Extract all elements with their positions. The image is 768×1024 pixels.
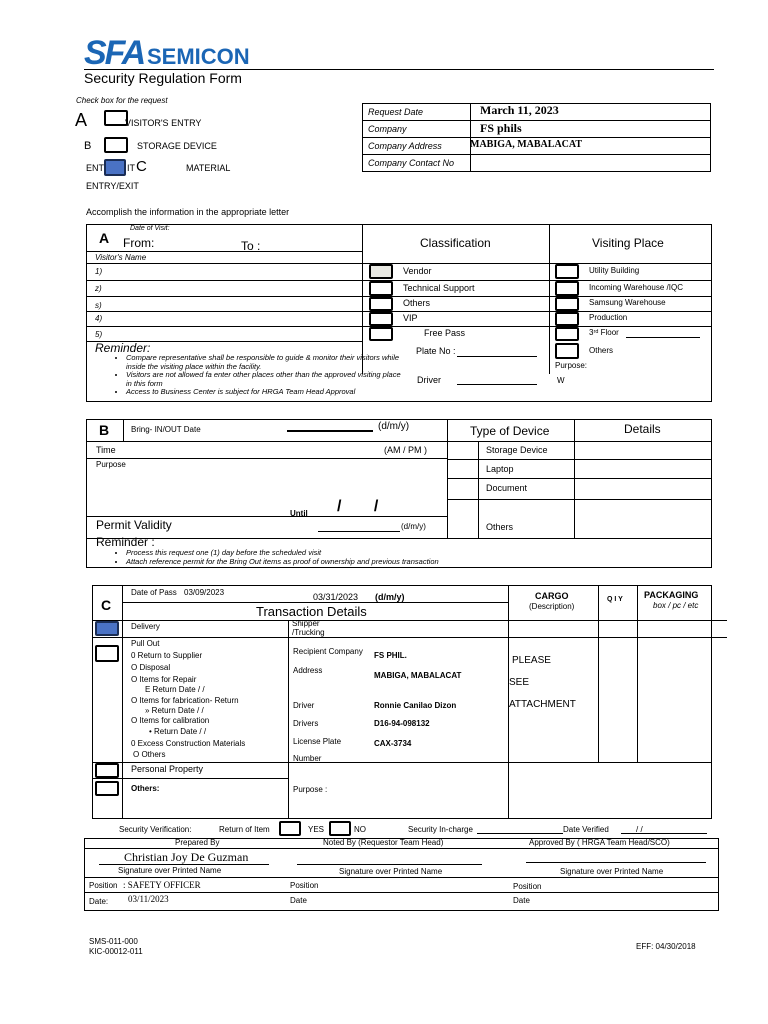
c-line-3 [92, 762, 712, 763]
accomplish-text: Accomplish the information in the appropriate letter [86, 207, 290, 217]
date-of-pass-value: 03/09/2023 [184, 588, 225, 597]
b-line-2b [447, 459, 712, 460]
sig-line-position [84, 877, 719, 878]
company-label: Company [368, 124, 407, 134]
check-instruction: Check box for the request [76, 96, 168, 105]
cargo-line-1: PLEASE [512, 655, 551, 666]
visitor-row-1: 1) [95, 267, 103, 276]
no-label: NO [354, 825, 366, 834]
b-line-1 [86, 441, 712, 442]
purpose-w: W [557, 376, 565, 385]
reminder-b-1: • Process this request one (1) day before the scheduled visit [126, 549, 439, 558]
type-of-device-header: Type of Device [470, 424, 550, 438]
letter-b: B [84, 140, 92, 152]
section-a-divider-1 [362, 224, 363, 374]
qty-header: Q I Y [607, 596, 623, 603]
preparer-name: Christian Joy De Guzman [124, 850, 249, 864]
driver-c-label: Driver [293, 701, 315, 710]
a-line-5 [86, 326, 712, 327]
request-row-line-3 [362, 154, 711, 155]
others-class-checkbox[interactable] [369, 297, 393, 311]
recipient-company-label: Recipient Company [293, 647, 363, 656]
permit-validity-line [318, 531, 400, 532]
a-line-3 [86, 296, 712, 297]
sig-label-3: Signature over Printed Name [560, 867, 664, 876]
details-header: Details [624, 422, 661, 436]
tech-support-checkbox[interactable] [369, 281, 393, 296]
production-checkbox[interactable] [555, 312, 579, 326]
plate-no-label: Plate No : [416, 346, 456, 356]
visitor-row-2: z) [95, 284, 102, 293]
company-value: FS phils [480, 121, 522, 135]
incoming-warehouse-checkbox[interactable] [555, 281, 579, 296]
security-incharge-line [477, 833, 563, 834]
tech-support-label: Technical Support [403, 283, 475, 293]
b-line-4 [447, 499, 712, 500]
shipper-label: Shipper [292, 619, 320, 628]
cargo-line-2: SEE [509, 677, 530, 688]
classification-header: Classification [420, 236, 491, 250]
packaging-header: PACKAGING [644, 590, 699, 600]
yes-label: YES [308, 825, 325, 834]
sig-line-1 [99, 864, 269, 865]
incoming-warehouse-label: Incoming Warehouse /IQC [589, 283, 683, 292]
others-class-label: Others [403, 298, 431, 308]
reminder-b-list [112, 549, 439, 566]
sig-label-1: Signature over Printed Name [118, 866, 222, 875]
reminder-a-2: • Visitors are not allowed fa enter other places other than the approved visiting place in this form [126, 371, 406, 388]
license-plate-value: CAX-3734 [374, 739, 412, 748]
storage-device-checkbox[interactable] [104, 137, 128, 153]
approved-by-label: Approved By ( HRGA Team Head/SCO) [529, 838, 670, 847]
others-device-type: Others [486, 522, 514, 532]
others-c-label: Others: [131, 784, 160, 793]
cargo-header: CARGO [535, 591, 569, 601]
visitor-row-3: s) [95, 301, 102, 310]
recipient-company-value: FS PHIL. [374, 651, 407, 660]
vendor-checkbox[interactable] [369, 264, 393, 279]
b-divider-2 [478, 441, 479, 538]
section-a-divider-2 [549, 224, 550, 374]
sig-line-date [84, 892, 719, 893]
drivers-license-value: D16-94-098132 [374, 719, 430, 728]
sig-line-header [84, 848, 719, 849]
date-verified-line [621, 833, 707, 834]
position-value: : SAFETY OFFICER [123, 880, 201, 890]
third-floor-checkbox[interactable] [555, 327, 579, 341]
date-to-value: 03/31/2023 [313, 592, 359, 602]
driver-label: Driver [417, 375, 441, 385]
permit-dmy: (d/m/y) [401, 522, 426, 531]
samsung-warehouse-checkbox[interactable] [555, 297, 579, 311]
date-of-visit-label: Date of Visit: [130, 225, 170, 232]
vendor-label: Vendor [403, 266, 432, 276]
c-line-0 [122, 602, 508, 603]
free-pass-label: Free Pass [424, 328, 466, 338]
logo-sfa: SFA [84, 34, 145, 72]
pull-item-9: 0 Excess Construction Materials [131, 739, 246, 748]
vip-checkbox[interactable] [369, 312, 393, 326]
section-c-letter: C [101, 597, 112, 613]
am-pm-label: (AM / PM ) [384, 445, 427, 455]
bring-dmy: (d/m/y) [378, 421, 410, 432]
reminder-a-list [112, 354, 406, 397]
security-incharge-label: Security In-charge [408, 825, 473, 834]
third-floor-line [626, 337, 700, 338]
address-label: Address [293, 666, 323, 675]
return-yes-checkbox[interactable] [279, 821, 301, 836]
pull-out-checkbox[interactable] [95, 645, 119, 662]
material-label: MATERIAL [186, 163, 231, 173]
request-row-line-1 [362, 120, 711, 121]
position-label-3: Position [513, 882, 542, 891]
date-verified-slashes: / / [636, 825, 643, 834]
transaction-details-header: Transaction Details [256, 604, 367, 619]
company-address-value: MABIGA, MABALACAT [470, 139, 583, 150]
document-type: Document [486, 483, 528, 493]
b-line-5 [86, 516, 447, 517]
footer-code-2: KIC-00012-011 [89, 947, 143, 956]
trucking-label: /Trucking [292, 628, 325, 637]
entry-prefix: ENT [86, 163, 104, 173]
return-of-item-label: Return of Item [219, 825, 270, 834]
pull-item-10: O Others [133, 750, 166, 759]
prepared-by-label: Prepared By [175, 838, 220, 847]
date-label-2: Date [290, 896, 307, 905]
pull-item-6: » Return Date / / [145, 706, 204, 715]
pull-item-1: 0 Return to Supplier [131, 651, 203, 660]
reminder-a-3: • Access to Business Center is subject for HRGA Team Head Approval [126, 388, 406, 397]
sig-line-3 [526, 862, 706, 863]
sig-line-2 [297, 864, 482, 865]
purpose-b-label: Purpose [96, 460, 126, 469]
delivery-label: Delivery [131, 622, 160, 631]
utility-building-checkbox[interactable] [555, 264, 579, 279]
personal-property-label: Personal Property [131, 764, 204, 774]
production-label: Production [589, 313, 628, 322]
laptop-type: Laptop [486, 464, 514, 474]
license-plate-label: License Plate [293, 737, 342, 746]
packaging-units: box / pc / etc [653, 601, 699, 610]
drivers-label: Drivers [293, 719, 319, 728]
until-slashes: / / [337, 498, 393, 515]
driver-c-value: Ronnie Canilao Dizon [374, 701, 457, 710]
pull-item-7: O Items for calibration [131, 716, 210, 725]
visiting-place-header: Visiting Place [592, 236, 664, 250]
section-b-letter: B [99, 422, 110, 438]
until-label: Until [290, 509, 308, 518]
purpose-c-label: Purpose : [293, 785, 328, 794]
letter-a: A [75, 110, 88, 130]
b-line-2a [86, 458, 447, 459]
c-dmy: (d/m/y) [375, 592, 405, 602]
company-address-label: Company Address [368, 141, 442, 151]
plate-no-line [457, 356, 537, 357]
free-pass-checkbox[interactable] [369, 327, 393, 341]
footer-eff: EFF: 04/30/2018 [636, 942, 696, 951]
request-row-line-2 [362, 137, 711, 138]
sig-label-2: Signature over Printed Name [339, 867, 443, 876]
date-verified-label: Date Verified [563, 825, 609, 834]
return-no-checkbox[interactable] [329, 821, 351, 836]
others-place-checkbox[interactable] [555, 343, 579, 359]
a-line-1 [86, 263, 712, 264]
permit-validity-label: Permit Validity [96, 518, 172, 532]
c-line-4 [92, 778, 288, 779]
pull-item-5: O Items for fabrication- Return [131, 696, 239, 705]
from-label: From: [123, 236, 155, 250]
request-date-value: March 11, 2023 [480, 103, 559, 117]
others-c-checkbox[interactable] [95, 781, 119, 796]
b-line-3 [447, 478, 712, 479]
driver-line [457, 384, 537, 385]
date-label-3: Date [513, 896, 530, 905]
c-divider-1 [288, 620, 289, 819]
vip-label: VIP [403, 313, 418, 323]
position-label-2: Position [290, 881, 319, 890]
bring-date-line [287, 430, 373, 432]
reminder-b-2: • Attach reference permit for the Bring Out items as proof of ownership and previous transaction [126, 558, 439, 567]
utility-building-label: Utility Building [589, 266, 640, 275]
section-a-letter: A [99, 230, 110, 246]
samsung-warehouse-label: Samsung Warehouse [589, 298, 666, 307]
company-contact-label: Company Contact No [368, 158, 455, 168]
a-line-0 [86, 251, 362, 252]
entry-exit-label: ENTRY/EXIT [86, 181, 139, 191]
delivery-checkbox[interactable] [95, 621, 119, 636]
c-divider-4 [637, 585, 638, 763]
storage-device-label: STORAGE DEVICE [137, 141, 217, 151]
pull-item-4: E Return Date / / [145, 685, 205, 694]
date-of-pass-label: Date of Pass [131, 588, 177, 597]
visitor-row-4: 4) [95, 314, 103, 323]
others-place-label: Others [589, 346, 614, 355]
pull-out-label: Pull Out [131, 639, 160, 648]
time-label: Time [96, 445, 116, 455]
purpose-label-a: Purpose: [555, 361, 588, 370]
a-line-2 [86, 280, 712, 281]
personal-property-checkbox[interactable] [95, 763, 119, 778]
cargo-line-3: ATTACHMENT [509, 699, 576, 710]
pull-item-8: • Return Date / / [149, 727, 207, 736]
entry-mid: IT [127, 163, 135, 173]
sig-left-edge [84, 892, 85, 911]
c-line-2 [92, 637, 727, 638]
a-line-4 [86, 311, 712, 312]
reminder-b-title: Reminder : [96, 535, 155, 549]
letter-c: C [136, 158, 147, 175]
third-floor-label: 3ʳᵈ Floor [589, 328, 619, 337]
pull-item-3: O Items for Repair [131, 675, 197, 684]
footer-code-1: SMS-011-000 [89, 937, 138, 946]
form-title: Security Regulation Form [84, 70, 242, 86]
pull-item-2: O Disposal [131, 663, 171, 672]
bring-date-label: Bring- IN/OUT Date [131, 425, 201, 434]
noted-by-label: Noted By (Requestor Team Head) [323, 838, 444, 847]
reminder-a-title: Reminder: [95, 341, 151, 355]
visitor-entry-label: VISITOR'S ENTRY [125, 118, 202, 128]
visitor-row-5: 5) [95, 330, 103, 339]
storage-device-type: Storage Device [486, 445, 548, 455]
c-line-1 [92, 620, 727, 621]
material-entry-checkbox[interactable] [104, 159, 126, 176]
cargo-desc: (Description) [529, 602, 575, 611]
visitors-name-label: Visitor's Name [95, 253, 147, 262]
date-label-1: Date: [89, 897, 109, 906]
c-divider-3 [598, 585, 599, 763]
logo-semicon: SEMICON [147, 44, 250, 69]
to-label: To : [241, 239, 261, 253]
b-line-6 [86, 538, 712, 539]
b-letter-divider [123, 419, 124, 441]
security-verification-label: Security Verification: [119, 825, 192, 834]
reminder-a-1: • Compare representative shall be responsible to guide & monitor their visitors while inside the visiting place within the facility. [126, 354, 406, 371]
address-value: MABIGA, MABALACAT [374, 671, 462, 680]
date-value-1: 03/11/2023 [128, 894, 169, 904]
request-date-label: Request Date [368, 107, 424, 117]
number-label: Number [293, 754, 322, 763]
position-label-1: Position [89, 881, 118, 890]
